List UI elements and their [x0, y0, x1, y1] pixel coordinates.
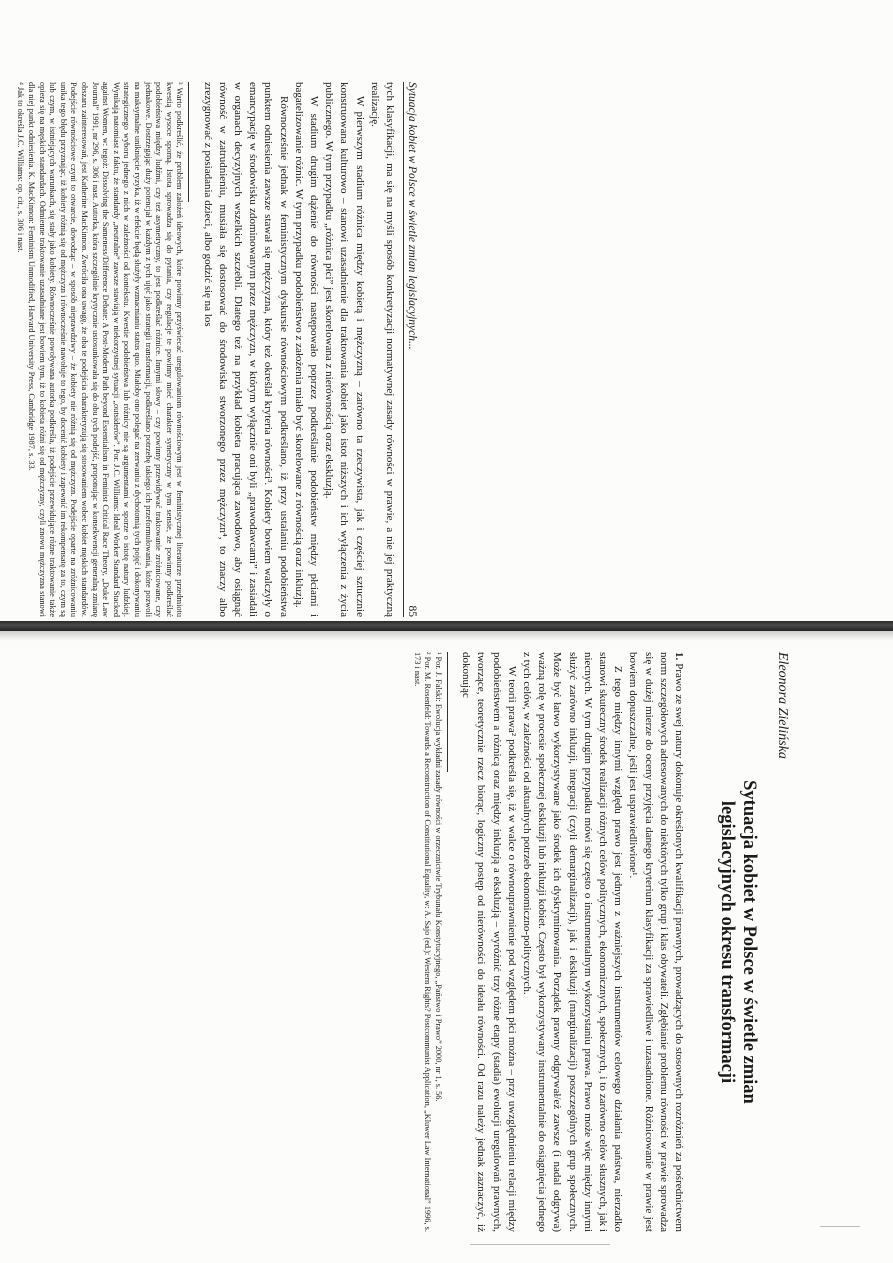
footnote: ² Por. M. Rosenfeld: Towards a Reconstruction of Constitutional Equality, w: A. Sajo (ed.): Western Rights? Postcommunist Application, „Kluwer Law International” 1996, s. 173 i nast.	[412, 652, 433, 1232]
edge-mark	[820, 1226, 860, 1227]
running-header	[403, 82, 418, 617]
article-author: Eleonora Zielińska	[775, 652, 790, 759]
article-first-page	[110, 652, 800, 1232]
article-title	[716, 652, 760, 1232]
body-paragraph: tych klasyfikacji, ma się na myśli sposób konkretyzacji normatywnej zasady równości w prawie, a nie jej praktyczną realizację.	[368, 82, 396, 617]
running-head-text: Sytuacja kobiet w Polsce w świetle zmian legislacyjnych...	[406, 82, 418, 350]
fold-shadow	[0, 631, 893, 641]
body-paragraph: W stadium drugim dążenie do równości następowało poprzez podkreślanie podobieństw między płciami i bagatelizowanie różnic. W tym przypadku podobieństwo z założenia miało być skorelowane z równością oraz inkluzją.	[292, 82, 320, 617]
page-number: 85	[406, 605, 418, 617]
paragraph-text: Prawo ze swej natury dokonuje określonych kwalifikacji prawnych, prowadzących do stosownych rozróżnień za pośrednictwem norm szczegółowych adresowanych do niektórych tylko grup i klas obywateli. Zgłębianie problemu równości w prawie sprowadza się w dużej mierze do oceny przyjęcia danego kryterium klasyfikacji za sprawiedliwe i uzasadnione. Różnicowanie w prawie jest bowiem dopuszczalne, jeśli jest usprawiedliwione¹.	[627, 652, 685, 1232]
body-paragraph: W pierwszym stadium różnica między kobietą i mężczyzną – zarówno ta rzeczywista, jak i częściej sztucznie konstruowana kulturowo – stanowi uzasadnienie dla traktowania kobiet jako istot niższych i ich wyłączenia z życia publicznego. W tym przypadku „różnica płci” jest skorelowana z nierównością oraz ekskluzją.	[323, 82, 366, 617]
body-paragraph: Równocześnie jednak w feministycznym dyskursie równościowym podkreślano, iż przy ustalaniu podobieństwa punktem odniesienia zawsze stawał się mężczyzna, który też określał kryteria równości³. Kobiety bowiem walczyły o emancypację w środowisku zdominowanym przez mężczyzn, w którym wyłącznie oni byli „prawodawcami” i zasiadali w organach decyzyjnych wszelkich szczebli. Dlatego też na przykład kobieta pracująca zawodowo, aby osiągnąć równość w zatrudnieniu, musiała się dostosować do środowiska stworzonego przez mężczyzn⁴, to znaczy albo zrezygnować z posiadania dzieci, albo godzić się na los	[201, 82, 290, 617]
section-number: 1.	[673, 652, 685, 661]
footnote: ⁴ Jak to określa J.C. Williams: op. cit., s. 306 i nast.	[16, 82, 26, 253]
footnote-separator	[447, 652, 448, 772]
body-paragraph	[625, 652, 686, 1232]
footnote: ³ Warto podkreślić, że problem założeń ideowych, które powinny przyświecać uregulowaniom równościowym jest w feministycznej literaturze przedmiotu kwestią wysoce sporną. Istota sprowadza się do pytania, czy regulacje te powinny mieć charakter synetryczny w tym sensie, że powinny podkreślać podobieństwa między ludźmi, czy też asymetryczny, to jest podkreślać różnice. Innymi słowy – czy powinny przewidywać traktowanie zróżnicowane, czy jednakowe. Dostrzegając duży potencjał w każdym z tych ujęć jako strategii transformacji, podkreślano potrzebę takiego ich przeformułowania, które pozwoli na maksymalne uniknięcie ryzyka, iż w efekcie będą służyły wzmacnianiu status quo. Miałoby ono polegać na zerwaniu z dychotomią tych pojęć i dokonywaniu strategicznego wyboru jednego z nich w zależności od kontekstu. Kwestie podobieństwa lub różnicy nie są argumentami w sporze o istotę natury ludzkiej. Wynikają natomiast z faktu, że standardy „neutralne” zawsze stawiają w niekorzystnej sytuacji „outsiderów”. Por. J.C. Williams: Ideal Worker Standard Stacked against Women, w: tegoż: Dissolving the Sameness/Difference Debate: A Post-Modern Path beyond Essentialism in Feminist Critical Race Theory, „Duke Law Journal” 1991, nr 296, s. 306 i nast. Autorka, która szczególnie krytycznie ustosunkowała się do obu tych podejść, proponując w konsekwencji generalną zmianę obszaru zainteresowań, jest Katherine MacKinnon. Zwróciła ona uwagę, że oba te podejścia charakteryzują się stosowaniem wobec kobiet męskich standardów. Podejście równościowe czyni to otwarcie, dowodząc – w sposób nieprawdziwy – że kobiety nie różnią się od mężczyzn. Podejście oparte na zróżnicowaniu unika tego błędu przyznając, iż kobiety różnią się od mężczyzn i równocześnie nawołuje to tego, by docenić kobiety i zapewnić im rekompensatę za to, czym są lub czym, w istniejących warunkach, się stały jako kobiety. Równocześnie powoływana autorka podkreśla, iż podejście przewidujące różne traktowanie także opiera się na męskich standardach. Odmienne traktowanie uzasadniane jest bowiem tym, iż to kobieta różni się od mężczyzny, czyli znowu mężczyzna stanowi dla niej punkt odniesienia. K. MacKinnon: Feminism Unmodified, Harvard University Press, Cambridge 1987, s. 33.	[27, 82, 185, 618]
book-fold	[0, 621, 893, 631]
footnote: ¹ Por. J. Falski: Ewolucja wykładni zasady równości w orzecznictwie Trybunału Konstytucyjnego, „Państwo i Prawo” 2000, nr 1, s. 56.	[433, 652, 443, 1102]
edge-mark	[470, 1244, 610, 1245]
page-85	[16, 82, 418, 618]
title-line: legislacyjnych okresu transformacji	[717, 800, 737, 1084]
title-line: Sytuacja kobiet w Polsce w świetle zmian	[739, 780, 759, 1104]
footnote-separator	[188, 82, 189, 202]
body-paragraph: W teorii prawa² podkreśla się, iż w walce o równouprawnienie pod względem płci można – przy uwzględnieniu relacji między podobieństwem a różnicą oraz między inkluzją a ekskluzją – wyróżnić trzy różne etapy (stadia) ewolucji uregulowań prawnych, tworzące, teoretycznie rzecz biorąc, logiczny postęp od nierówności do ideału równości. Od razu należy jednak zaznaczyć, iż dokonując	[460, 652, 518, 1232]
body-paragraph: Z tego między innymi względu prawo jest jednym z ważniejszych instrumentów celowego działania państwa, nierzadko stanowi skuteczny środek realizacji różnych celów politycznych, ekonomicznych, społecznych, i to zarówno celów słusznych, jak i niecnych. W tym drugim przypadku mówi się często o instrumentalnym wykorzystaniu prawa. Prawo może więc między innymi służyć zarówno inkluzji, integracji (czyli demarginalizacji), jak i ekskluzji (marginalizacji) poszczególnych grup społecznych. Może być łatwo wykorzystywane jako środek ich dyskryminowania. Porządek prawny odgrywał/eż zawsze (i nadal odgrywa) ważną rolę w procesie społecznej ekskluzji lub inkluzji kobiet. Często był wykorzystywany instrumentalnie do osiągnięcia jednego z tych celów, w zależności od aktualnych potrzeb ekonomiczno-politycznych.	[520, 652, 625, 1232]
